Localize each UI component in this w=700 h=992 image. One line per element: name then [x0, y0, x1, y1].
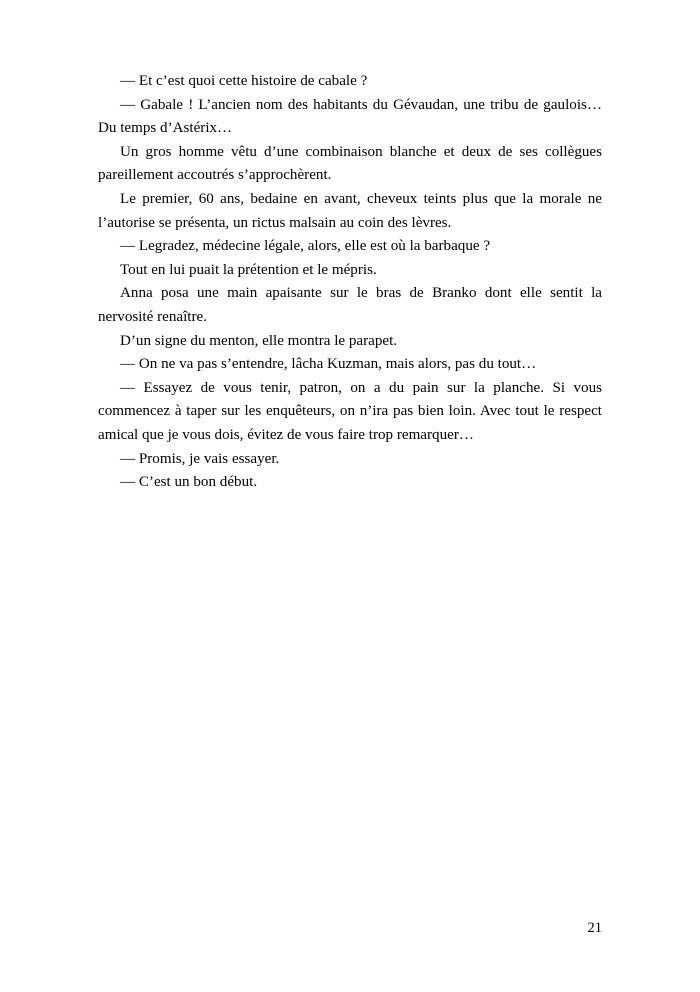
paragraph: D’un signe du menton, elle montra le parapet.: [120, 332, 398, 349]
body-text: [98, 70, 602, 495]
paragraph: — Essayez de vous tenir, patron, on a du pain sur la planche. Si vous commencez à taper sur les enquêteurs, on n’ira pas bien loin. Avec tout le respect amical que je vous dois, évitez de vous faire trop remarquer…: [98, 379, 602, 443]
page-number: 21: [587, 920, 602, 936]
paragraph: — Et c’est quoi cette histoire de cabale ?: [120, 73, 368, 89]
paragraph: Anna posa une main apaisante sur le bras de Branko dont elle sentit la nervosité renaître.: [98, 285, 602, 325]
paragraph: — Legradez, médecine légale, alors, elle est où la barbaque ?: [120, 238, 491, 255]
paragraph: — Promis, je vais essayer.: [120, 450, 280, 467]
paragraph: — On ne va pas s’entendre, lâcha Kuzman, mais alors, pas du tout…: [120, 356, 537, 373]
paragraph: Tout en lui puait la prétention et le mépris.: [120, 261, 377, 278]
paragraph: — Gabale ! L’ancien nom des habitants du Gévaudan, une tribu de gaulois… Du temps d’Astérix…: [98, 96, 602, 137]
paragraph: Un gros homme vêtu d’une combinaison blanche et deux de ses collègues pareillement accoutrés s’approchèrent.: [98, 143, 602, 184]
paragraph: Le premier, 60 ans, bedaine en avant, cheveux teints plus que la morale ne l’autorise se présenta, un rictus malsain au coin des lèvres.: [98, 190, 602, 231]
paragraph: — C’est un bon début.: [120, 474, 258, 491]
